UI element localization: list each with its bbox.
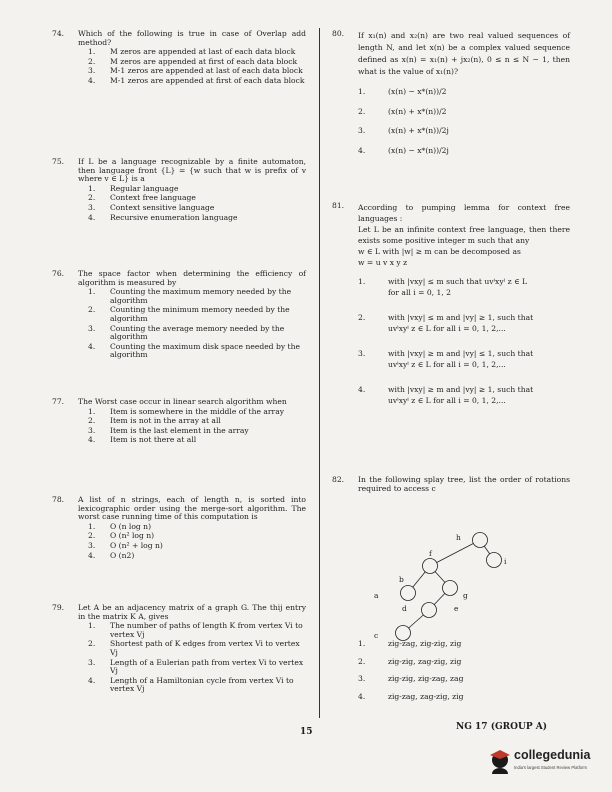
option: 4. Recursive enumeration language <box>88 212 238 222</box>
question-number: 76. <box>52 269 65 278</box>
question-77 <box>52 398 306 446</box>
option: 4. (x(n) − x*(n))/2j <box>358 145 449 155</box>
column-divider <box>319 28 320 718</box>
tree-node-label: e <box>454 604 459 613</box>
option: 1. Item is somewhere in the middle of the array <box>88 406 285 416</box>
question-number: 80. <box>332 29 345 38</box>
question-81 <box>332 202 570 420</box>
question-82 <box>332 476 570 493</box>
option: 2. Counting the minimum memory needed by the algorithm <box>88 305 290 323</box>
question-text: According to pumping lemma for context free languages : <box>358 203 570 223</box>
splay-tree-diagram <box>332 498 570 658</box>
page-number: 15 <box>300 727 313 737</box>
question-number: 78. <box>52 495 65 504</box>
question-text: If L be a language recognizable by a finite automaton, then language front {L} = {w such that w is prefix of v where v ∈ L} is a <box>78 157 306 184</box>
tree-node-label: d <box>402 604 407 613</box>
tree-node-label: c <box>374 631 379 640</box>
option: 1. (x(n) − x*(n))/2 <box>358 87 447 96</box>
question-75 <box>52 158 306 223</box>
option: 4. Counting the maximum disk space needed by the algorithm <box>88 341 300 360</box>
question-text: If x₁(n) and x₂(n) are two real valued sequences of length N, and let x(n) be a complex valued sequence defined as x(n) = x₁(n) + jx₂(n), 0 ≤ n ≤ N − 1, then what is the value of x₁(n)? <box>358 31 570 76</box>
collegedunia-logo <box>484 742 604 782</box>
question-74 <box>52 30 306 87</box>
option: 1. Regular language <box>88 183 179 193</box>
question-text: Which of the following is true in case of Overlap add method? <box>78 29 306 47</box>
question-text-3: w ∈ L with |w| ≥ m can be decomposed as <box>358 247 521 256</box>
question-80 <box>332 30 570 166</box>
option: 4. M-1 zeros are appended at first of each data block <box>88 75 305 85</box>
option: 4. Item is not there at all <box>88 435 197 445</box>
option: 3. with |vxy| ≥ m and |vy| ≤ 1, such that uvⁱxyⁱ z ∈ L for all i = 0, 1, 2,... <box>358 349 534 369</box>
question-number: 79. <box>52 603 65 612</box>
tree-node-label: a <box>374 591 379 600</box>
question-76 <box>52 270 306 361</box>
option: 2. zig-zig, zag-zig, zig <box>358 656 462 666</box>
option: 4. zig-zag, zag-zig, zig <box>358 691 464 701</box>
question-78 <box>52 496 306 561</box>
tree-node-label: f <box>429 549 432 558</box>
paper-code: NG 17 (GROUP A) <box>456 722 547 732</box>
question-number: 81. <box>332 201 345 210</box>
option: 3. (x(n) + x*(n))/2j <box>358 126 449 136</box>
option: 1. O (n log n) <box>88 521 152 531</box>
graduate-icon <box>488 746 512 776</box>
tree-node-label: h <box>456 533 461 542</box>
option: 3. M-1 zeros are appended at last of each data block <box>88 66 303 76</box>
option: 2. (x(n) + x*(n))/2 <box>358 106 447 116</box>
question-text: The Worst case occur in linear search algorithm when <box>78 397 287 406</box>
option: 1. M zeros are appended at last of each data block <box>88 47 296 57</box>
logo-wordmark: collegedunia <box>514 748 591 762</box>
question-79 <box>52 604 306 695</box>
question-number: 75. <box>52 157 65 166</box>
question-text: Let A be an adjacency matrix of a graph G. The thij entry in the matrix K A, gives <box>78 603 306 621</box>
question-number: 77. <box>52 397 65 406</box>
option: 2. Item is not in the array at all <box>88 416 221 426</box>
question-text: The space factor when determining the efficiency of algorithm is measured by <box>78 269 306 287</box>
logo-tagline: India's largest Student Review Platform <box>514 765 587 770</box>
question-text-2: Let L be an infinite context free language, then there exists some positive integer m such that any <box>358 225 570 245</box>
option: 2. with |vxy| ≤ m and |vy| ≥ 1, such that uvⁱxyⁱ z ∈ L for all i = 0, 1, 2,... <box>358 313 534 333</box>
option: 3. Item is the last element in the array <box>88 425 249 435</box>
q82-options <box>332 640 570 710</box>
tree-node-label: g <box>463 591 468 600</box>
tree-node-label: b <box>399 575 404 584</box>
option: 2. O (n² log n) <box>88 531 155 541</box>
option: 1. Counting the maximum memory needed by the algorithm <box>88 287 292 305</box>
option: 3. zig-zig, zig-zag, zag <box>358 674 464 684</box>
question-text: In the following splay tree, list the order of rotations required to access c <box>358 475 570 493</box>
option: 3. O (n² + log n) <box>88 540 163 550</box>
option: 4. O (n2) <box>88 550 135 560</box>
option: 1. The number of paths of length K from vertex Vi to vertex Vj <box>88 621 303 639</box>
option: 4. Length of a Hamiltonian cycle from vertex Vi to vertex Vj <box>88 675 294 694</box>
option: 3. Length of a Eulerian path from vertex Vi to vertex Vj <box>88 657 304 676</box>
question-number: 82. <box>332 475 345 484</box>
tree-node-label: i <box>504 557 507 566</box>
option: 3. Counting the average memory needed by the algorithm <box>88 323 285 342</box>
option: 2. M zeros are appended at first of each data block <box>88 56 298 66</box>
option: 2. Shortest path of K edges from vertex Vi to vertex Vj <box>88 639 300 657</box>
question-number: 74. <box>52 29 65 38</box>
option: 1. zig-zag, zig-zig, zig <box>358 639 462 648</box>
question-text-4: w = u v x y z <box>358 258 408 267</box>
option: 3. Context sensitive language <box>88 202 215 212</box>
option: 1. with |vxy| ≤ m such that uvⁱxyⁱ z ∈ L for all i = 0, 1, 2 <box>358 277 528 297</box>
option: 4. with |vxy| ≥ m and |vy| ≥ 1, such that uvⁱxyⁱ z ∈ L for all i = 0, 1, 2,... <box>358 385 534 405</box>
question-text: A list of n strings, each of length n, is sorted into lexicographic order using the merge-sort algorithm. The worst case running time of this computation is <box>78 495 306 522</box>
option: 2. Context free language <box>88 193 196 203</box>
